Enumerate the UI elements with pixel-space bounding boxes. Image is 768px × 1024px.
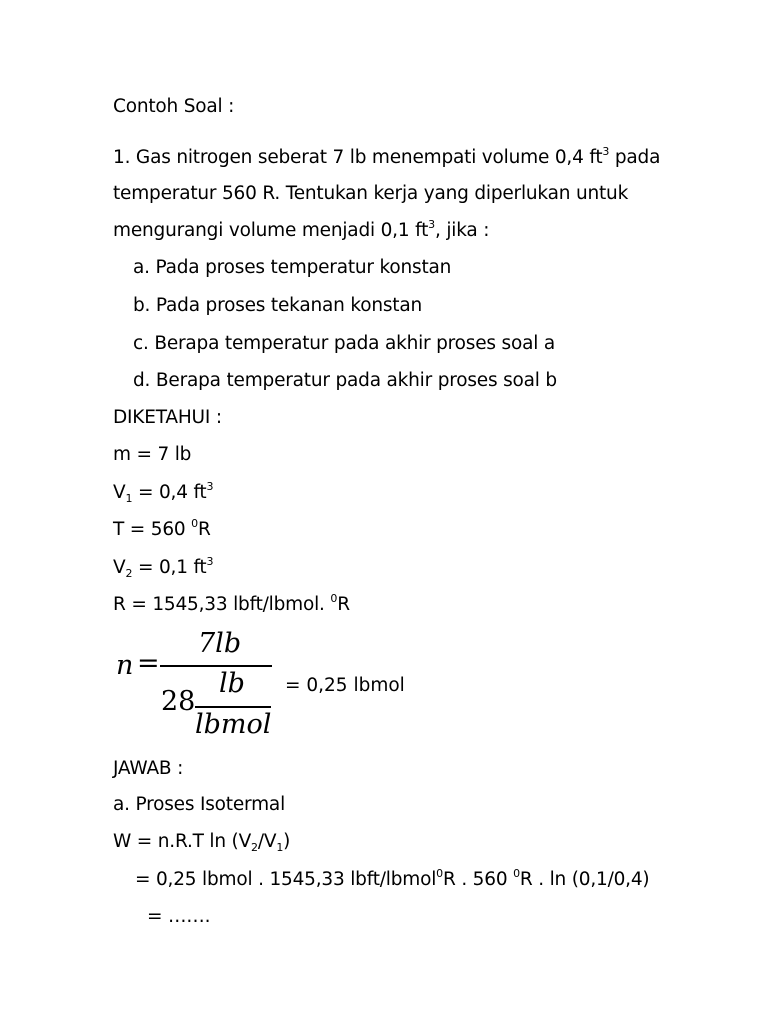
- subscript: 1: [276, 841, 284, 854]
- superscript: 0: [191, 517, 198, 530]
- problem-line-3-tail: , jika :: [434, 220, 490, 241]
- problem-line-1: [113, 146, 660, 172]
- inner-fraction-bar: [195, 706, 271, 708]
- t-value: T = 560: [113, 519, 192, 540]
- r-value: R = 1545,33 lbft/lbmol.: [113, 594, 331, 615]
- t-unit: R: [197, 519, 211, 540]
- option-a: a. Pada proses temperatur konstan: [133, 257, 452, 278]
- option-c: c. Berapa temperatur pada akhir proses soal a: [133, 333, 555, 354]
- heading: Contoh Soal :: [113, 96, 235, 117]
- superscript: 0: [330, 592, 338, 605]
- work-final: = …….: [147, 906, 211, 927]
- answer-label: JAWAB :: [113, 758, 184, 779]
- work-calculation: [135, 868, 649, 894]
- calc-part-1: = 0,25 lbmol . 1545,33 lbft/lbmol: [135, 869, 437, 890]
- formula-den-numerator: lb: [219, 668, 245, 699]
- superscript: 3: [428, 218, 435, 231]
- subscript: 1: [125, 492, 133, 505]
- superscript: 3: [206, 480, 214, 493]
- formula-equals: =: [137, 648, 160, 679]
- work-formula-mid: /V: [257, 831, 277, 852]
- problem-line-3: [113, 219, 489, 245]
- superscript: 3: [206, 555, 214, 568]
- formula-result: = 0,25 lbmol: [285, 675, 405, 696]
- problem-line-2: temperatur 560 R. Tentukan kerja yang diperlukan untuk: [113, 183, 629, 204]
- v2-value: = 0,1 ft: [132, 557, 207, 578]
- known-v1: [113, 481, 213, 507]
- main-fraction-bar: [160, 665, 272, 667]
- superscript: 0: [513, 867, 520, 880]
- answer-part-a: a. Proses Isotermal: [113, 794, 286, 815]
- problem-line-1-text: 1. Gas nitrogen seberat 7 lb menempati volume 0,4 ft: [113, 147, 603, 168]
- problem-line-3-text: mengurangi volume menjadi 0,1 ft: [113, 220, 429, 241]
- v2-symbol: V: [113, 557, 126, 578]
- superscript: 3: [602, 145, 610, 158]
- problem-line-1-tail: pada: [609, 147, 661, 168]
- known-mass: m = 7 lb: [113, 444, 192, 465]
- r-unit: R: [337, 594, 350, 615]
- known-label: DIKETAHUI :: [113, 407, 222, 428]
- work-formula: [113, 830, 290, 856]
- formula-den-coefficient: 28: [161, 686, 196, 717]
- subscript: 2: [125, 567, 133, 580]
- v1-symbol: V: [113, 482, 126, 503]
- formula-den-denominator: lbmol: [195, 709, 272, 740]
- known-gas-constant: [113, 593, 350, 619]
- option-b: b. Pada proses tekanan konstan: [133, 295, 423, 316]
- work-formula-close: ): [283, 831, 291, 852]
- superscript: 0: [436, 867, 443, 880]
- work-formula-text: W = n.R.T ln (V: [113, 831, 252, 852]
- option-d: d. Berapa temperatur pada akhir proses soal b: [133, 370, 557, 391]
- calc-part-3: R . ln (0,1/0,4): [519, 869, 650, 890]
- calc-part-2: R . 560: [442, 869, 514, 890]
- known-v2: [113, 556, 213, 582]
- formula-numerator: 7lb: [198, 628, 242, 659]
- v1-value: = 0,4 ft: [132, 482, 207, 503]
- mole-formula: [113, 630, 413, 745]
- formula-n: n: [116, 650, 134, 681]
- subscript: 2: [251, 841, 258, 854]
- known-temperature: [113, 518, 211, 544]
